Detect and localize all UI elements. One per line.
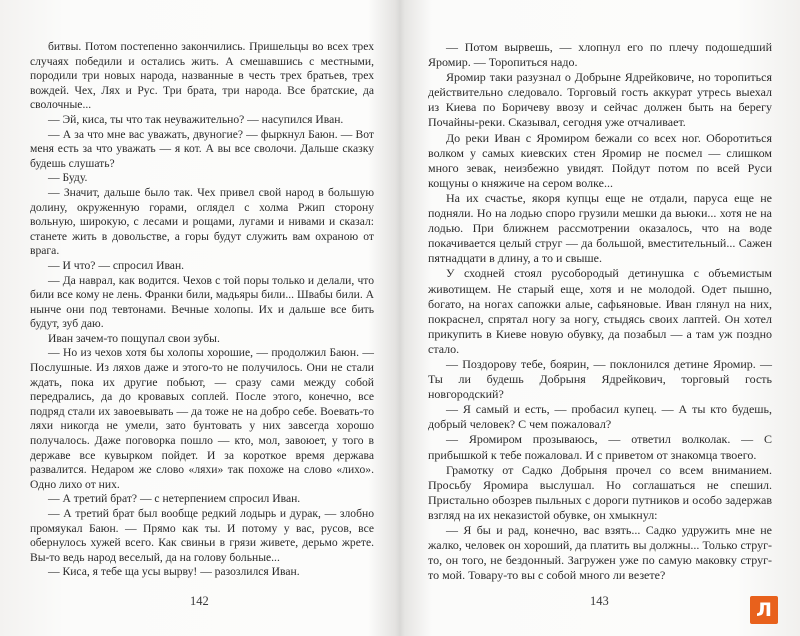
paragraph: — Киса, я тебе ща усы вырву! — разозлился Иван. — [48, 565, 300, 579]
paragraph: — Я самый и есть, — пробасил купец. — А ты кто будешь, добрый человек? С чем пожаловал? — [428, 402, 772, 432]
publisher-logo-icon: Л — [750, 596, 778, 624]
paragraph: — Значит, дальше было так. Чех привел свой народ в большую долину, окруженную горами, оглядел с холма Ржип сторону вольную, широкую, с лесами и рощами, лугами и нивами и сказал: станете жить в довольстве, а горы будут служить вам охраною от врага. — [30, 185, 374, 258]
paragraph: — Я бы и рад, конечно, вас взять... Садко удружить мне не жалко, человек он хороший, да платить вы должны... Только струг-то, он того, не бездонный. Загружен уже по самую маковку струг-то мой. Товару-то вы с собой много ли везете? — [428, 523, 772, 583]
paragraph: — Да наврал, как водится. Чехов с той поры только и делали, что били все кому не лень. Франки били, мадьяры били... Швабы били. А нынче они под тевтонами. Вечные холопы. Их и дальше все бить будут, зуб даю. — [30, 273, 374, 331]
paragraph: — А за что мне вас уважать, двуногие? — фыркнул Баюн. — Вот меня есть за что уважать — я кот. А вы все сволочи. Дальше сказку будешь слушать? — [30, 127, 374, 170]
page-number-left: 142 — [190, 594, 209, 608]
paragraph: Яромир таки разузнал о Добрыне Ядрейковиче, но торопиться действительно следовало. Торговый гость аккурат утресь выехал из Киева по Боричеву ввозу и сейчас должен быть на берегу Почайны-реки. Сказывал, сегодня уже отчаливает. — [428, 70, 772, 130]
left-page-text — [30, 40, 374, 580]
paragraph: — А третий брат был вообще редкий лодырь и дурак, — злобно промяукал Баюн. — Прямо как ты. И потому у вас, русов, все обернулось хужей всего. Как свиньи в грязи живете, дерьмо жрете. Вы-то ведь народ веселый, да на голову больные... — [30, 507, 374, 564]
paragraph: У сходней стоял русобородый детинушка с объемистым животищем. Не старый еще, хотя и не молодой. Одет пышно, богато, на ногах сапожки алые, сафьяновые. Иван глянул на них, покраснел, спрятал ногу за ногу, стыдясь своих лаптей. Он хотел прикупить в Киеве новую обувку, да позабыл — а там уж поздно стало. — [428, 266, 772, 356]
paragraph: На их счастье, якоря купцы еще не отдали, паруса еще не подняли. Но на лодью споро грузили мешки да вьюки... хотя не на лодью. При ближнем рассмотрении оказалось, что на воде покачивается целый струг — да большой, вместительный... Сажен пятнадцати в длину, а то и свыше. — [428, 190, 772, 266]
paragraph: — И что? — спросил Иван. — [48, 258, 185, 272]
paragraph: — Потом вырвешь, — хлопнул его по плечу подошедший Яромир. — Торопиться надо. — [428, 40, 772, 70]
paragraph: — Эй, киса, ты что так неуважительно? — насупился Иван. — [48, 112, 344, 126]
paragraph: — Яромиром прозываюсь, — ответил волколак. — С прибышкой к тебе пожаловал. И с приветом от знакомца твоего. — [428, 432, 772, 462]
paragraph: Грамотку от Садко Добрыня прочел со всем вниманием. Просьбу Яромира выслушал. Но соглашаться не спешил. Пристально обозрев пыльных с дороги путников и особо задержав взгляд на их неказистой обувке, он хмыкнул: — [428, 462, 772, 522]
paragraph: — А третий брат? — с нетерпением спросил Иван. — [48, 492, 301, 506]
paragraph: Иван зачем-то пощупал свои зубы. — [48, 331, 220, 345]
paragraph: До реки Иван с Яромиром бежали со всех ног. Оборотиться волком у самых киевских стен Яромир не посмел — слишком много зевак, неизбежно увидят. Пойдут потом по всей Руси кощуны о княжиче на сером волке... — [428, 130, 772, 190]
paragraph: — Но из чехов хотя бы холопы хорошие, — продолжил Баюн. — Послушные. Из ляхов даже и этого-то не получилось. Они не стали ждать, пока их другие побьют, — сразу сами между собой передрались, да до кровавых соплей. После этого, конечно, все подряд стали их завоевывать — да тоже не на добро себе. Воевать-то ляхи никогда не умели, зато бунтовать у них завсегда хорошо получалось. Даже поговорка пошло — кто, мол, завоюет, у того в державе все кувырком пойдет. И за короткое время держава развалится. Недаром же слово «ляхи» так похоже на слово «лихо». Одно лихо от них. — [30, 346, 374, 491]
paragraph: битвы. Потом постепенно закончились. Пришельцы во всех трех случаях победили и остались жить. А смешавшись с местными, породили три новых народа, названные в честь трех братьев, трех вождей. Чех, Лях и Рус. Три брата, три народа. Все братские, да сволочные... — [30, 40, 374, 112]
paragraph: — Буду. — [48, 171, 88, 185]
page-number-right: 143 — [590, 594, 609, 608]
right-page-text — [428, 40, 772, 583]
paragraph: — Поздорову тебе, боярин, — поклонился детине Яромир. — Ты ли будешь Добрыня Ядрейкович, торговый гость новгородский? — [428, 356, 772, 402]
